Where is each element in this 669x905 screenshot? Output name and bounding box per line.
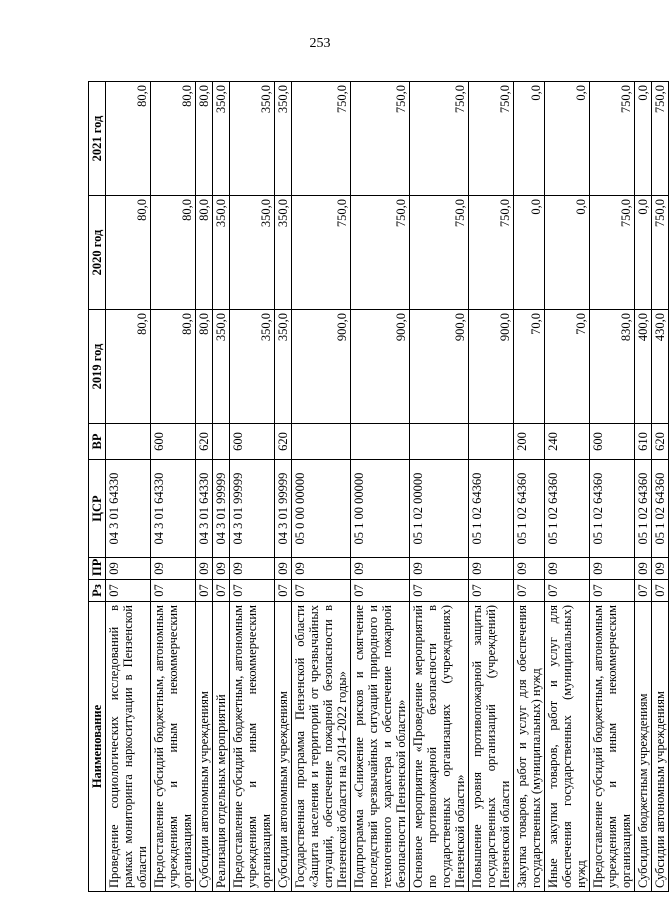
header-row — [89, 82, 106, 892]
table-row — [652, 82, 669, 892]
table-row — [292, 82, 351, 892]
row-vr: 200 — [514, 424, 545, 460]
row-name: Предоставление субсидий бюджетным, автономным учреждениям и иным некоммерческим организациям — [590, 602, 635, 892]
row-2020: 750,0 — [652, 196, 669, 310]
row-2020: 750,0 — [469, 196, 514, 310]
row-name: Иные закупки товаров, работ и услуг для обеспечения государственных (муниципальных) нужд — [545, 602, 590, 892]
row-name: Предоставление субсидий бюджетным, автономным учреждениям и иным некоммерческим организациям — [230, 602, 275, 892]
row-csr: 04 3 01 99999 — [230, 460, 275, 558]
row-csr: 04 3 01 64330 — [196, 460, 213, 558]
table-row — [213, 82, 230, 892]
row-rz: 07 — [151, 580, 196, 602]
row-name: Основное мероприятие «Проведение мероприятий по противопожарной безопасности в государственных организациях (учреждениях) Пензенской области» — [410, 602, 469, 892]
row-rz: 07 — [469, 580, 514, 602]
row-2021: 750,0 — [292, 82, 351, 196]
row-2020: 0,0 — [514, 196, 545, 310]
row-2021: 0,0 — [514, 82, 545, 196]
row-2019: 80,0 — [151, 310, 196, 424]
row-2021: 750,0 — [469, 82, 514, 196]
row-name: Субсидии автономным учреждениям — [652, 602, 669, 892]
row-rz: 07 — [106, 580, 151, 602]
row-pr: 09 — [106, 558, 151, 580]
row-csr: 05 1 02 64360 — [514, 460, 545, 558]
row-csr: 04 3 01 99999 — [275, 460, 292, 558]
row-vr — [106, 424, 151, 460]
table-row — [545, 82, 590, 892]
row-pr: 09 — [275, 558, 292, 580]
row-2019: 80,0 — [106, 310, 151, 424]
row-vr: 600 — [151, 424, 196, 460]
row-vr — [469, 424, 514, 460]
row-vr: 620 — [275, 424, 292, 460]
row-2020: 350,0 — [230, 196, 275, 310]
row-vr: 620 — [652, 424, 669, 460]
row-csr: 04 3 01 99999 — [213, 460, 230, 558]
row-2019: 900,0 — [351, 310, 410, 424]
row-vr: 620 — [196, 424, 213, 460]
row-2019: 70,0 — [545, 310, 590, 424]
row-2021: 750,0 — [652, 82, 669, 196]
table-row — [351, 82, 410, 892]
row-2020: 750,0 — [410, 196, 469, 310]
table-row — [196, 82, 213, 892]
table-row — [635, 82, 652, 892]
row-csr: 05 1 02 64360 — [652, 460, 669, 558]
row-2020: 80,0 — [151, 196, 196, 310]
row-2021: 80,0 — [106, 82, 151, 196]
row-2020: 350,0 — [275, 196, 292, 310]
row-2021: 350,0 — [275, 82, 292, 196]
row-vr: 240 — [545, 424, 590, 460]
row-name: Закупка товаров, работ и услуг для обеспечения государственных (муниципальных) нужд — [514, 602, 545, 892]
rotated-table-container — [88, 82, 667, 892]
row-csr: 05 1 02 64360 — [469, 460, 514, 558]
row-2019: 830,0 — [590, 310, 635, 424]
row-name: Повышение уровня противопожарной защиты государственных организаций (учреждений) Пензенской области — [469, 602, 514, 892]
row-rz: 07 — [514, 580, 545, 602]
row-rz: 07 — [292, 580, 351, 602]
row-vr: 610 — [635, 424, 652, 460]
row-2021: 750,0 — [351, 82, 410, 196]
row-pr: 09 — [230, 558, 275, 580]
row-pr: 09 — [590, 558, 635, 580]
row-csr: 05 1 02 64360 — [545, 460, 590, 558]
row-2019: 350,0 — [213, 310, 230, 424]
row-vr — [351, 424, 410, 460]
table-row — [151, 82, 196, 892]
row-pr: 09 — [351, 558, 410, 580]
table-row — [230, 82, 275, 892]
row-2019: 900,0 — [469, 310, 514, 424]
row-vr: 600 — [230, 424, 275, 460]
row-2019: 80,0 — [196, 310, 213, 424]
row-csr: 05 1 02 00000 — [410, 460, 469, 558]
row-name: Субсидии автономным учреждениям — [196, 602, 213, 892]
row-2020: 0,0 — [635, 196, 652, 310]
row-2020: 80,0 — [196, 196, 213, 310]
row-2019: 900,0 — [292, 310, 351, 424]
row-name: Предоставление субсидий бюджетным, автономным учреждениям и иным некоммерческим организациям — [151, 602, 196, 892]
row-name: Субсидии бюджетным учреждениям — [635, 602, 652, 892]
row-2021: 750,0 — [590, 82, 635, 196]
header-pr: ПР — [89, 558, 106, 580]
row-pr: 09 — [514, 558, 545, 580]
row-2021: 0,0 — [635, 82, 652, 196]
rotated-table-frame — [88, 82, 667, 892]
row-2020: 0,0 — [545, 196, 590, 310]
row-pr: 09 — [196, 558, 213, 580]
table-row — [275, 82, 292, 892]
header-2020: 2020 год — [89, 196, 106, 310]
row-rz: 07 — [351, 580, 410, 602]
row-name: Подпрограмма «Снижение рисков и смягчение последствий чрезвычайных ситуаций природного и техногенного характера и обеспечение пожарной безопасности Пензенской области» — [351, 602, 410, 892]
row-name: Государственная программа Пензенской области «Защита населения и территорий от чрезвычайных ситуаций, обеспечение пожарной безопасности в Пензенской области на 2014–2022 годы» — [292, 602, 351, 892]
page-number: 253 — [309, 36, 331, 51]
row-pr: 09 — [635, 558, 652, 580]
row-csr: 04 3 01 64330 — [106, 460, 151, 558]
row-vr: 600 — [590, 424, 635, 460]
row-name: Проведение социологических исследований в рамках мониторинга наркоситуации в Пензенской области — [106, 602, 151, 892]
table-row — [514, 82, 545, 892]
row-2021: 0,0 — [545, 82, 590, 196]
table-row — [469, 82, 514, 892]
header-vr: ВР — [89, 424, 106, 460]
row-2021: 750,0 — [410, 82, 469, 196]
row-2021: 350,0 — [213, 82, 230, 196]
row-2020: 750,0 — [292, 196, 351, 310]
row-pr: 09 — [545, 558, 590, 580]
row-rz: 07 — [635, 580, 652, 602]
row-vr — [292, 424, 351, 460]
header-2019: 2019 год — [89, 310, 106, 424]
row-2019: 900,0 — [410, 310, 469, 424]
row-pr: 09 — [292, 558, 351, 580]
row-csr: 05 1 00 00000 — [351, 460, 410, 558]
row-pr: 09 — [469, 558, 514, 580]
row-2019: 70,0 — [514, 310, 545, 424]
row-csr: 05 1 02 64360 — [590, 460, 635, 558]
row-pr: 09 — [410, 558, 469, 580]
row-rz: 07 — [230, 580, 275, 602]
row-vr — [410, 424, 469, 460]
row-csr: 05 1 02 64360 — [635, 460, 652, 558]
header-2021: 2021 год — [89, 82, 106, 196]
table-row — [106, 82, 151, 892]
row-2020: 750,0 — [351, 196, 410, 310]
header-csr: ЦСР — [89, 460, 106, 558]
row-2021: 80,0 — [151, 82, 196, 196]
row-2019: 430,0 — [652, 310, 669, 424]
row-2021: 80,0 — [196, 82, 213, 196]
budget-table — [88, 81, 669, 892]
row-csr: 05 0 00 00000 — [292, 460, 351, 558]
row-vr — [213, 424, 230, 460]
row-rz: 07 — [213, 580, 230, 602]
header-name: Наименование — [89, 602, 106, 892]
row-2019: 350,0 — [275, 310, 292, 424]
row-pr: 09 — [151, 558, 196, 580]
row-name: Субсидии автономным учреждениям — [275, 602, 292, 892]
row-pr: 09 — [652, 558, 669, 580]
row-rz: 07 — [410, 580, 469, 602]
row-2019: 400,0 — [635, 310, 652, 424]
row-2020: 350,0 — [213, 196, 230, 310]
table-row — [590, 82, 635, 892]
row-2019: 350,0 — [230, 310, 275, 424]
table-row — [410, 82, 469, 892]
row-csr: 04 3 01 64330 — [151, 460, 196, 558]
row-2020: 80,0 — [106, 196, 151, 310]
header-rz: Рз — [89, 580, 106, 602]
row-pr: 09 — [213, 558, 230, 580]
row-2021: 350,0 — [230, 82, 275, 196]
table-body — [106, 82, 669, 892]
row-name: Реализация отдельных мероприятий — [213, 602, 230, 892]
row-rz: 07 — [545, 580, 590, 602]
row-rz: 07 — [590, 580, 635, 602]
row-rz: 07 — [652, 580, 669, 602]
row-rz: 07 — [196, 580, 213, 602]
row-2020: 750,0 — [590, 196, 635, 310]
row-rz: 07 — [275, 580, 292, 602]
